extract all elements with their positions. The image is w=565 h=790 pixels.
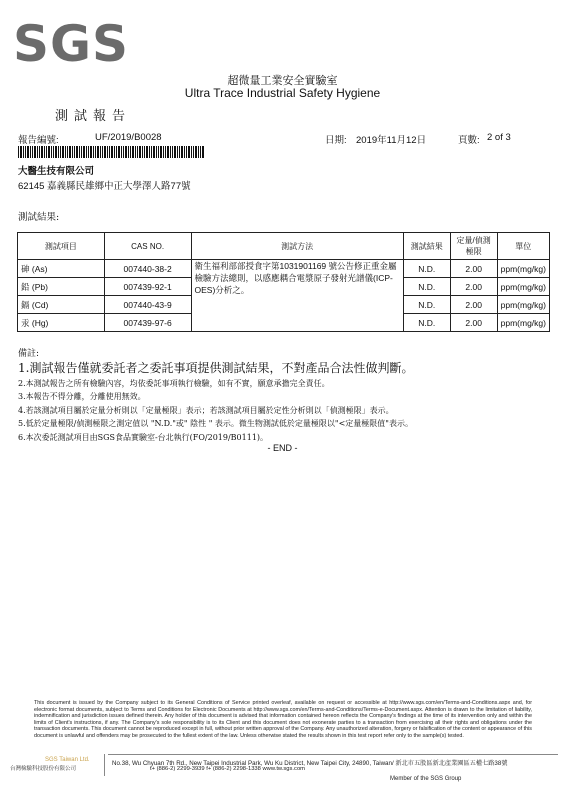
row-limit: 2.00 [450,260,497,278]
page-number: 2 of 3 [487,132,511,143]
legal-disclaimer: This document is issued by the Company subject to its General Conditions of Service printed overleaf, available on request or accessible at http://www.sgs.com/en/Terms-and-Conditions.aspx and, for electronic format documents, subject to Terms and Conditions for Electronic Documents at http://www.sgs.com/en/Terms-and-Conditions/Terms-e-Document.aspx. Attention is drawn to the limitation of liability, indemnification and jurisdiction issues defined therein. Any holder of this document is advised that information contained hereon reflects the Company's findings at the time of its intervention only and within the limits of Client's instructions, if any. The Company's sole responsibility is to its Client and this document does not exonerate parties to a transaction from exercising all their rights and obligations under the transaction documents. This document cannot be reproduced except in full, without prior written approval of the Company. Any unauthorized alteration, forgery or falsification of the content or appearance of this document is unlawful and offenders may be prosecuted to the fullest extent of the law. Unless otherwise stated the results shown in this test report refer only to the sample(s) tested. [34,700,532,739]
note-item: 1.測試報告僅就委託者之委託事項提供測試結果，不對產品合法性做判斷。 [18,361,414,375]
date-label: 日期: [325,135,347,146]
client-company: 大醫生技有限公司 [18,166,95,177]
row-cas: 007440-38-2 [104,260,191,278]
lab-name-en: Ultra Trace Industrial Safety Hygiene [184,86,381,100]
sgs-logo: SGS [13,15,130,73]
barcode [18,146,205,158]
row-cas: 007439-92-1 [104,278,191,296]
note-item: 5.低於定量極限/偵測極限之測定值以 "N.D."或" 陰性 " 表示。微生物測試低於定量極限以"<定量極限值"表示。 [18,419,413,429]
footer-vertical-divider [104,754,105,776]
footer-contact: t+ (886-2) 2299-3939 f+ (886-2) 2298-1338 www.tw.sgs.com [150,766,305,772]
end-marker: - END - [267,443,298,453]
footer-company-cn: 台灣檢驗科技股份有限公司 [10,766,77,772]
footer-address: No.38, Wu Chyuan 7th Rd., New Taipei Industrial Park, Wu Ku District, New Taipei City, 24890, Taiwan/ 新北市五股區新北產業園區五權七路38號 [112,760,508,767]
row-result: N.D. [403,314,450,332]
row-item: 鉛 (Pb) [18,278,105,296]
footer-divider [108,754,558,755]
note-item: 4.若該測試項目屬於定量分析則以「定量極限」表示；若該測試項目屬於定性分析則以「偵測極限」表示。 [18,405,394,415]
row-unit: ppm(mg/kg) [497,296,549,314]
row-limit: 2.00 [450,278,497,296]
notes-list [18,360,548,444]
row-unit: ppm(mg/kg) [497,278,549,296]
report-title: 測試報告 [55,109,132,124]
header-unit: 單位 [497,233,549,260]
row-result: N.D. [403,260,450,278]
row-limit: 2.00 [450,296,497,314]
row-cas: 007439-97-6 [104,314,191,332]
table-row [18,260,550,278]
notes-label: 備註: [18,349,40,359]
row-item: 汞 (Hg) [18,314,105,332]
header-result: 測試結果 [403,233,450,260]
footer-member: Member of the SGS Group [390,776,462,782]
results-table [17,232,550,332]
row-unit: ppm(mg/kg) [497,314,549,332]
header-method: 測試方法 [191,233,403,260]
report-no: UF/2019/B0028 [95,132,162,143]
row-result: N.D. [403,296,450,314]
footer-company-en: SGS Taiwan Ltd. [45,757,90,763]
report-date: 2019年11月12日 [356,135,427,146]
client-address: 62145 嘉義縣民雄鄉中正大學澤人路77號 [18,181,191,192]
results-label: 測試結果: [18,212,60,223]
row-item: 鎘 (Cd) [18,296,105,314]
header-limit: 定量/偵測極限 [450,233,497,260]
test-method: 衛生福利部部授食字第1031901169 號公告修正重金屬檢驗方法總則，以感應耦合電漿原子發射光譜儀(ICP-OES)分析之。 [191,260,403,332]
header-item: 測試項目 [18,233,105,260]
note-item: 6.本次委託測試項目由SGS食品實驗室-台北執行(FO/2019/B0111)。 [18,432,269,442]
report-no-label: 報告編號: [18,135,59,146]
note-item: 3.本報告不得分離，分離使用無效。 [18,392,146,402]
row-limit: 2.00 [450,314,497,332]
row-cas: 007440-43-9 [104,296,191,314]
page-label: 頁數: [458,135,480,146]
row-item: 砷 (As) [18,260,105,278]
row-unit: ppm(mg/kg) [497,260,549,278]
lab-name-cn: 超微量工業安全實驗室 [227,74,338,87]
row-result: N.D. [403,278,450,296]
note-item: 2.本測試報告之所有檢驗內容，均依委託事項執行檢驗，如有不實，願意承擔完全責任。 [18,379,330,388]
header-cas: CAS NO. [104,233,191,260]
table-header-row [18,233,550,260]
